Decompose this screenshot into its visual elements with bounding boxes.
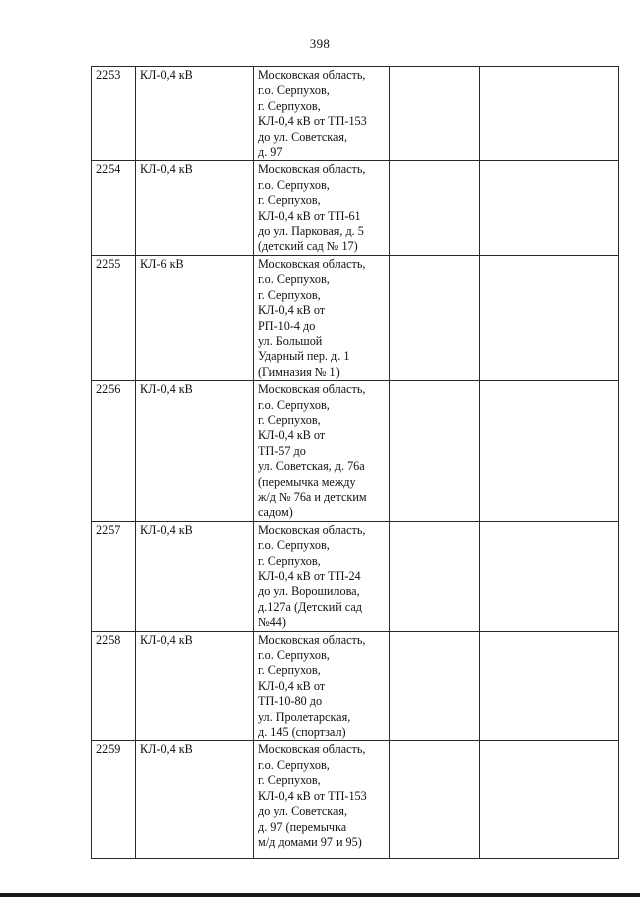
empty-cell-4 xyxy=(390,521,480,631)
table-row xyxy=(92,381,619,522)
line-type-cell: КЛ-0,4 кВ xyxy=(136,741,254,859)
empty-cell-5 xyxy=(480,67,619,161)
line-type-cell: КЛ-0,4 кВ xyxy=(136,381,254,522)
page-number: 398 xyxy=(309,36,331,51)
row-number-cell: 2257 xyxy=(92,521,136,631)
table-row xyxy=(92,161,619,255)
address-cell: Московская область, г.о. Серпухов, г. Серпухов, КЛ-0,4 кВ от ТП-153 до ул. Советская, д. 97 (перемычка м/д домами 97 и 95) xyxy=(254,741,390,859)
line-type-cell: КЛ-0,4 кВ xyxy=(136,67,254,161)
empty-cell-4 xyxy=(390,255,480,380)
empty-cell-5 xyxy=(480,161,619,255)
table-row xyxy=(92,67,619,161)
row-number-cell: 2254 xyxy=(92,161,136,255)
address-cell: Московская область, г.о. Серпухов, г. Серпухов, КЛ-0,4 кВ от ТП-24 до ул. Ворошилова, д.127а (Детский сад №44) xyxy=(254,521,390,631)
page-bottom-edge xyxy=(0,893,640,897)
line-type-cell: КЛ-6 кВ xyxy=(136,255,254,380)
empty-cell-5 xyxy=(480,631,619,741)
empty-cell-5 xyxy=(480,255,619,380)
table-row xyxy=(92,741,619,859)
empty-cell-4 xyxy=(390,67,480,161)
empty-cell-5 xyxy=(480,521,619,631)
table-row xyxy=(92,255,619,380)
line-type-cell: КЛ-0,4 кВ xyxy=(136,161,254,255)
address-cell: Московская область, г.о. Серпухов, г. Серпухов, КЛ-0,4 кВ от ТП-57 до ул. Советская, д. 76а (перемычка между ж/д № 76а и детским садом) xyxy=(254,381,390,522)
line-type-cell: КЛ-0,4 кВ xyxy=(136,631,254,741)
row-number-cell: 2256 xyxy=(92,381,136,522)
registry-table-body xyxy=(92,67,619,859)
empty-cell-4 xyxy=(390,381,480,522)
row-number-cell: 2255 xyxy=(92,255,136,380)
row-number-cell: 2259 xyxy=(92,741,136,859)
table-row xyxy=(92,521,619,631)
empty-cell-4 xyxy=(390,161,480,255)
line-type-cell: КЛ-0,4 кВ xyxy=(136,521,254,631)
address-cell: Московская область, г.о. Серпухов, г. Серпухов, КЛ-0,4 кВ от РП-10-4 до ул. Большой Ударный пер. д. 1 (Гимназия № 1) xyxy=(254,255,390,380)
empty-cell-5 xyxy=(480,381,619,522)
address-cell: Московская область, г.о. Серпухов, г. Серпухов, КЛ-0,4 кВ от ТП-61 до ул. Парковая, д. 5 (детский сад № 17) xyxy=(254,161,390,255)
table-row xyxy=(92,631,619,741)
row-number-cell: 2253 xyxy=(92,67,136,161)
row-number-cell: 2258 xyxy=(92,631,136,741)
address-cell: Московская область, г.о. Серпухов, г. Серпухов, КЛ-0,4 кВ от ТП-153 до ул. Советская, д. 97 xyxy=(254,67,390,161)
registry-table xyxy=(91,66,619,859)
empty-cell-5 xyxy=(480,741,619,859)
empty-cell-4 xyxy=(390,741,480,859)
address-cell: Московская область, г.о. Серпухов, г. Серпухов, КЛ-0,4 кВ от ТП-10-80 до ул. Пролетарская, д. 145 (спортзал) xyxy=(254,631,390,741)
empty-cell-4 xyxy=(390,631,480,741)
